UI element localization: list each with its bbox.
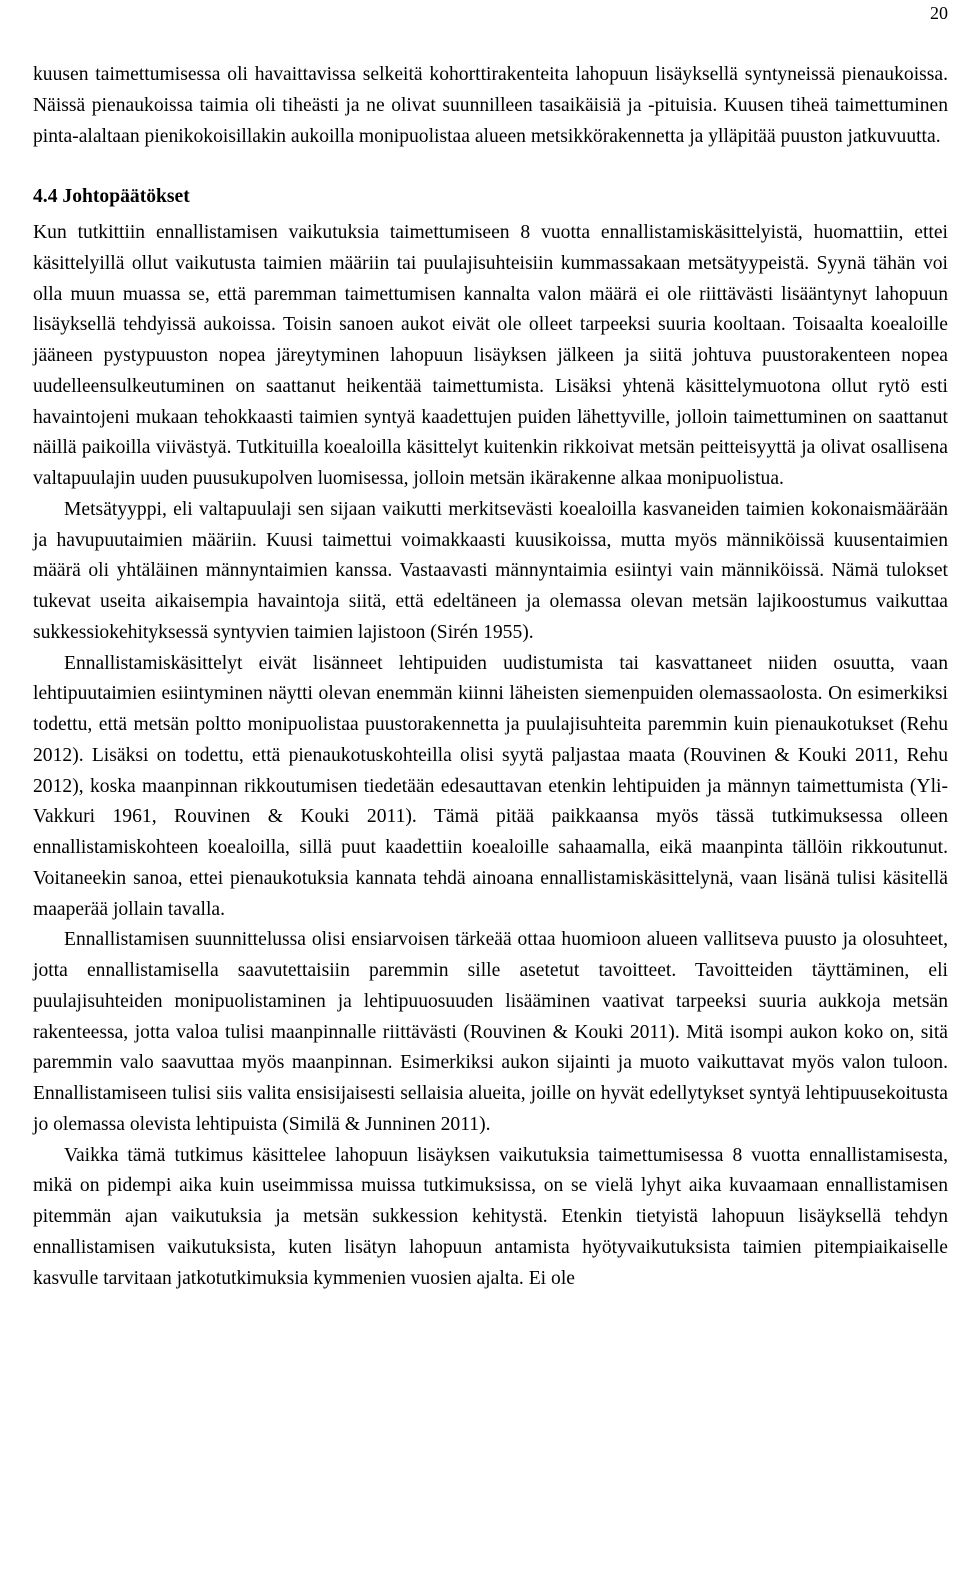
body-paragraph: Ennallistamisen suunnittelussa olisi ensiarvoisen tärkeää ottaa huomioon alueen vallitseva puusto ja olosuhteet, jotta ennallistamisella saavutettaisiin paremmin sille asetetut tavoitteet. Tavoitteiden täyttäminen, eli puulajisuhteiden monipuolistaminen ja lehtipuuosuuden lisääminen vaativat tarpeeksi suuria aukkoja metsän rakenteessa, jotta valoa tulisi maanpinnalle riittävästi (Rouvinen & Kouki 2011). Mitä isompi aukon koko on, sitä paremmin valo saavuttaa myös maanpinnan. Esimerkiksi aukon sijainti ja muoto vaikuttavat myös valon tuloon. Ennallistamiseen tulisi siis valita ensisijaisesti sellaisia alueita, joille on hyvät edellytykset syntyä lehtipuusekoitusta jo olemassa olevista lehtipuista (Similä & Junninen 2011). (33, 929, 948, 1135)
section-heading: 4.4 Johtopäätökset (33, 186, 190, 208)
page-content (33, 60, 948, 1294)
body-paragraph-continued: kuusen taimettumisessa oli havaittavissa selkeitä kohorttirakenteita lahopuun lisäyksellä syntyneissä pienaukoissa. Näissä pienaukoissa taimia oli tiheästi ja ne olivat suunnilleen tasaikäisiä ja -pituisia. Kuusen tiheä taimettuminen pinta-alaltaan pienikokoisillakin aukoilla monipuolistaa alueen metsikkörakennetta ja ylläpitää puuston jatkuvuutta. (33, 64, 948, 147)
page-number: 20 (930, 3, 948, 23)
body-paragraph: Vaikka tämä tutkimus käsittelee lahopuun lisäyksen vaikutuksia taimettumisessa 8 vuotta ennallistamisesta, mikä on pidempi aika kuin useimmissa muissa tutkimuksissa, on se vielä lyhyt aika kuvaamaan ennallistamisen pitemmän ajan vaikutuksia ja metsän sukkession kehitystä. Etenkin tietyistä lahopuun lisäyksellä tehdyn ennallistamisen vaikutuksista, kuten lisätyn lahopuun antamista hyötyvaikutuksista taimien pitempiaikaiselle kasvulle tarvitaan jatkotutkimuksia kymmenien vuosien ajalta. Ei ole (33, 1144, 948, 1289)
body-paragraph: Metsätyyppi, eli valtapuulaji sen sijaan vaikutti merkitsevästi koealoilla kasvaneiden taimien kokonaismäärään ja havupuutaimien määriin. Kuusi taimettui voimakkaasti kuusikoissa, mutta myös männiköissä kuusentaimien määrä oli yhtäläinen männyntaimien kanssa. Vastaavasti männyntaimia esiintyi vain männiköissä. Nämä tulokset tukevat useita aikaisempia havaintoja siitä, että edeltäneen ja olemassa olevan metsän lajikoostumus vaikuttaa sukkessiokehityksessä syntyvien taimien lajistoon (Sirén 1955). (33, 498, 948, 643)
body-paragraph: Ennallistamiskäsittelyt eivät lisänneet lehtipuiden uudistumista tai kasvattaneet niiden osuutta, vaan lehtipuutaimien esiintyminen näytti olevan enemmän kiinni läheisten siemenpuiden olemassaolosta. On esimerkiksi todettu, että metsän poltto monipuolistaa puustorakennetta ja puulajisuhteita paremmin kuin pienaukotukset (Rehu 2012). Lisäksi on todettu, että pienaukotuskohteilla olisi syytä paljastaa maata (Rouvinen & Kouki 2011, Rehu 2012), koska maanpinnan rikkoutumisen tiedetään edesauttavan etenkin lehtipuiden ja männyn taimettumista (Yli-Vakkuri 1961, Rouvinen & Kouki 2011). Tämä pitää paikkaansa myös tässä tutkimuksessa olleen ennallistamiskohteen koealoilla, sillä puut kaadettiin koealoille sahaamalla, eikä maanpinta tällöin rikkoutunut. Voitaneekin sanoa, ettei pienaukotuksia kannata tehdä ainoana ennallistamiskäsittelynä, vaan lisänä tulisi käsitellä maaperää jollain tavalla. (33, 652, 948, 920)
body-paragraph: Kun tutkittiin ennallistamisen vaikutuksia taimettumiseen 8 vuotta ennallistamiskäsittelyistä, huomattiin, ettei käsittelyillä ollut vaikutusta taimien määriin tai puulajisuhteisiin kummassakaan metsätyypeistä. Syynä tähän voi olla muun muassa se, että paremman taimettumisen kannalta valon määrä ei ole riittävästi lisääntynyt lahopuun lisäyksellä tehdyissä aukoissa. Toisin sanoen aukot eivät ole olleet tarpeeksi suuria kooltaan. Toisaalta koealoille jääneen pystypuuston nopea järeytyminen lahopuun lisäyksen jälkeen ja siitä johtuva puustorakenteen nopea uudelleensulkeutuminen on saattanut heikentää taimettumista. Lisäksi yhtenä käsittelymuotona ollut rytö esti havaintojeni mukaan tehokkaasti taimien syntyä kaadettujen puiden lähettyville, jolloin taimettuminen on saattanut näillä paikoilla viivästyä. Tutkituilla koealoilla käsittelyt kuitenkin rikkoivat metsän peitteisyyttä ja olivat osallisena valtapuulajin uuden puusukupolven luomisessa, jolloin metsän ikärakenne alkaa monipuolistua. (33, 222, 948, 489)
